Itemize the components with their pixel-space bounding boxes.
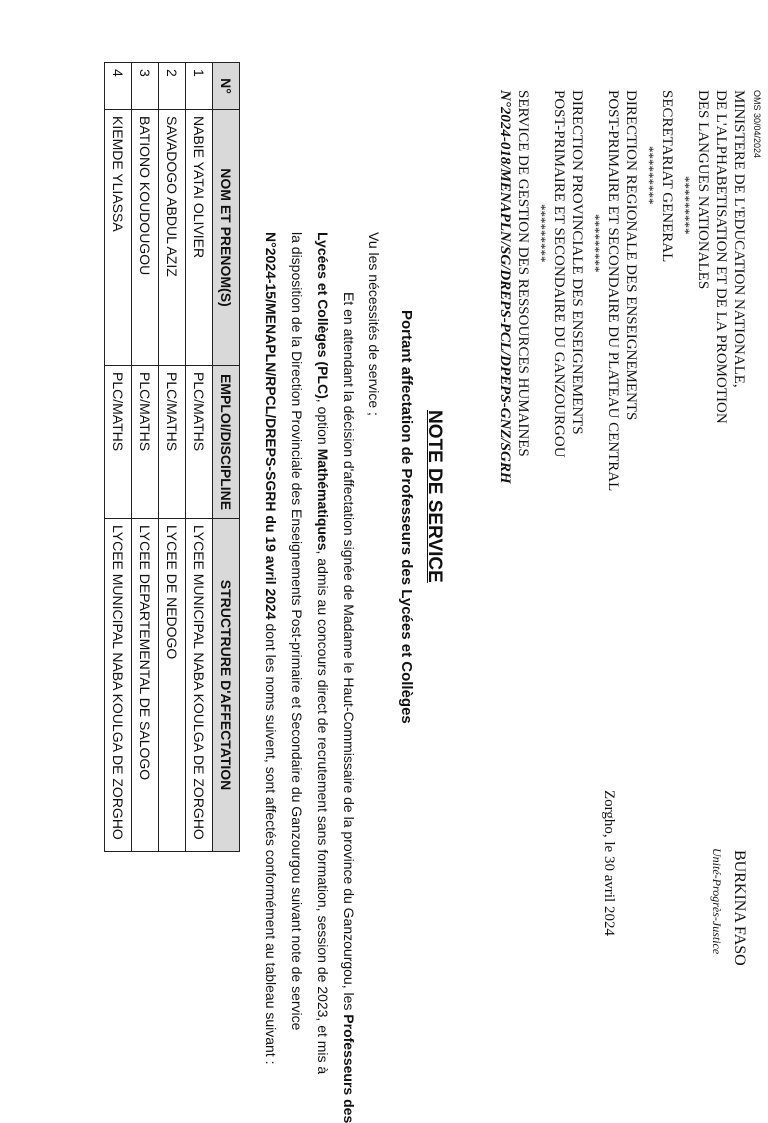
- header-line: SECRETARIAT GENERAL: [659, 90, 675, 263]
- header-separator: *********: [678, 176, 693, 235]
- cell-structure: LYCEE MUNICIPAL NABA KOULGA DE ZORGHO: [186, 519, 213, 852]
- cell-number: 2: [159, 63, 186, 110]
- header-line: SERVICE DE GESTION DES RESSOURCES HUMAINES: [515, 90, 531, 457]
- header-separator: *********: [534, 204, 549, 263]
- header-line: DE L'ALPHABETISATION ET DE LA PROMOTION: [713, 90, 729, 424]
- cell-name: BATIONO KOUDOUGOU: [132, 110, 159, 366]
- cell-emploi: PLC/MATHS: [159, 366, 186, 519]
- header-structure: STRUCTRURE D'AFFECTATION: [213, 519, 240, 852]
- header-line: MINISTERE DE L'EDUCATION NATIONALE,: [731, 90, 747, 388]
- reference-number: N°2024-018/MENAPLN/SG/DREPS-PCL/DPEPS-GNZ/SGRH: [497, 90, 513, 484]
- body-text: , admis au concours direct de recrutement sans formation, session de 2023, et mis à: [315, 550, 331, 1075]
- header-line: DIRECTION PROVINCIALE DES ENSEIGNEMENTS: [569, 90, 585, 435]
- document-subtitle: Portant affectation de Professeurs des Lycées et Collèges: [398, 310, 415, 724]
- cell-structure: LYCEE DE NEDOGO: [159, 519, 186, 852]
- body-text: Et en attendant la décision d'affectation signée de Madame le Haut-Commissaire de la province du Ganzourgou, les: [341, 292, 357, 1015]
- cell-number: 4: [105, 63, 132, 110]
- header-line: DES LANGUES NATIONALES: [695, 90, 711, 290]
- country-motto: Unité-Progrès-Justice: [710, 848, 724, 955]
- header-separator: *********: [642, 146, 657, 205]
- body-text-bold: Lycées et Collèges (PLC): [315, 232, 331, 399]
- cell-emploi: PLC/MATHS: [132, 366, 159, 519]
- body-line-4: [262, 232, 280, 1065]
- table-row: [159, 63, 186, 852]
- document-title: NOTE DE SERVICE: [424, 410, 445, 583]
- body-line-1: [340, 292, 358, 1123]
- cell-number: 1: [186, 63, 213, 110]
- header-line: POST-PRIMAIRE ET SECONDAIRE DU PLATEAU CENTRAL: [605, 90, 621, 492]
- header-line: POST-PRIMAIRE ET SECONDAIRE DU GANZOURGOU: [551, 90, 567, 458]
- body-text: dont les noms suivent, sont affectés conformément au tableau suivant :: [263, 619, 279, 1065]
- header-number: N°: [213, 63, 240, 110]
- cell-number: 3: [132, 63, 159, 110]
- body-text-bold: Professeurs des: [341, 1014, 357, 1123]
- table-row: [132, 63, 159, 852]
- cell-structure: LYCEE MUNICIPAL NABA KOULGA DE ZORGHO: [105, 519, 132, 852]
- body-text: , option: [315, 398, 331, 449]
- table-row: [186, 63, 213, 852]
- body-line-2: [314, 232, 332, 1074]
- body-text-bold: Mathématiques: [315, 448, 331, 551]
- vu-clause: Vu les nécessités de service ;: [366, 232, 382, 416]
- cell-name: NABIE YATAI OLIVIER: [186, 110, 213, 366]
- header-separator: *********: [588, 214, 603, 273]
- ministry-header: [496, 90, 748, 491]
- table-row: [105, 63, 132, 852]
- handwritten-reference-mark: OMS 30/04/2024: [752, 90, 762, 159]
- place-and-date: Zorgho, le 30 avril 2024: [601, 790, 617, 936]
- cell-emploi: PLC/MATHS: [186, 366, 213, 519]
- body-text-bold: N°2024-15/MENAPLN/RPCL/DREPS-SGRH du 19 avril 2024: [263, 232, 279, 620]
- assignment-table: [104, 62, 240, 852]
- header-line: DIRECTION REGIONALE DES ENSEIGNEMENTS: [623, 90, 639, 421]
- cell-name: KIEMDE YLIASSA: [105, 110, 132, 366]
- header-emploi: EMPLOI/DISCIPLINE: [213, 366, 240, 519]
- assignment-table-wrapper: [104, 62, 240, 852]
- cell-structure: LYCEE DEPARTEMENTAL DE SALOGO: [132, 519, 159, 852]
- table-header-row: [213, 63, 240, 852]
- country-name: BURKINA FASO: [731, 850, 748, 966]
- cell-emploi: PLC/MATHS: [105, 366, 132, 519]
- cell-name: SAVADOGO ABDUL AZIZ: [159, 110, 186, 366]
- body-line-3: la disposition de la Direction Provinciale des Enseignements Post-primaire et Secondaire du Ganzourgou suivant note de service: [289, 232, 305, 1031]
- header-name: NOM ET PRENOM(S): [213, 110, 240, 366]
